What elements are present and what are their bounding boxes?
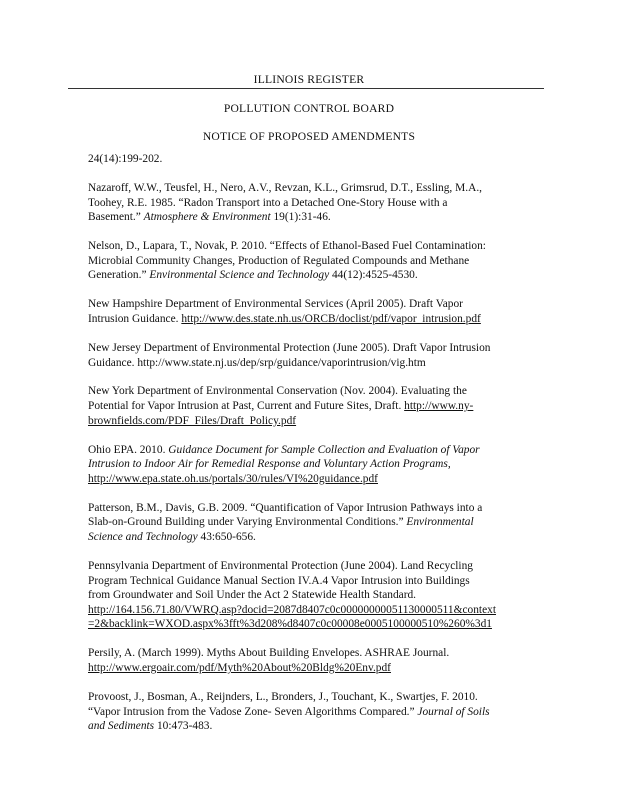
ref-journal: Environmental Science and Technology bbox=[88, 516, 474, 544]
ref-citation: 10:473-483. bbox=[154, 720, 213, 733]
ref-text: 24(14):199-202. bbox=[88, 153, 163, 165]
reference-entry bbox=[88, 341, 538, 370]
ref-link[interactable]: http://164.156.71.80/VWRQ.asp?docid=2087d8407c0c00000000051130000511&context =2&backlink=WXOD.aspx%3fft%3d208%d8407c0c00008e0005100000510%260%3d1 bbox=[88, 603, 497, 631]
ref-title: Guidance Document for Sample Collection and Evaluation of Vapor Intrusion to Indoor Air for Remedial Response and Voluntary Action Programs, bbox=[88, 443, 480, 471]
reference-entry bbox=[88, 501, 538, 545]
ref-text: Provoost, J., Bosman, A., Reijnders, L., Bronders, J., Touchant, K., Swartjes, F. 2010. “Vapor Intrusion from the Vadose Zone- Seven Algorithms Compared.” bbox=[88, 690, 478, 718]
ref-text: New York Department of Environmental Conservation (Nov. 2004). Evaluating the Potential for Vapor Intrusion at Past, Current and Future Sites, Draft. bbox=[88, 385, 467, 413]
ref-journal: Environmental Science and Technology bbox=[149, 269, 330, 282]
reference-entry bbox=[88, 443, 538, 487]
reference-entry bbox=[88, 181, 538, 225]
ref-journal: Journal of Soils and Sediments bbox=[88, 705, 490, 733]
reference-entry bbox=[88, 384, 538, 428]
agency-title: POLLUTION CONTROL BOARD bbox=[223, 102, 395, 115]
ref-link[interactable]: http://www.epa.state.oh.us/portals/30/rules/VI%20guidance.pdf bbox=[88, 472, 378, 485]
ref-link[interactable]: http://www.ergoair.com/pdf/Myth%20About%20Bldg%20Env.pdf bbox=[88, 661, 391, 674]
ref-journal: Atmosphere & Environment bbox=[143, 211, 271, 224]
reference-entry bbox=[88, 690, 538, 734]
reference-entry bbox=[88, 297, 538, 326]
ref-text: Nelson, D., Lapara, T., Novak, P. 2010. “Effects of Ethanol-Based Fuel Contamination: Microbial Community Changes, Production of Regulated Compounds and Methane Generation.” bbox=[88, 240, 486, 282]
register-title: ILLINOIS REGISTER bbox=[253, 73, 365, 86]
ref-text: New Hampshire Department of Environmental Services (April 2005). Draft Vapor Intrusion Guidance. bbox=[88, 298, 463, 325]
reference-entry bbox=[88, 646, 538, 675]
ref-text: Persily, A. (March 1999). Myths About Building Envelopes. ASHRAE Journal. bbox=[88, 647, 450, 660]
ref-text: Patterson, B.M., Davis, G.B. 2009. “Quantification of Vapor Intrusion Pathways into a Slab-on-Ground Building under Varying Environmental Conditions.” bbox=[88, 501, 483, 529]
reference-entry bbox=[88, 239, 538, 283]
ref-text: Pennsylvania Department of Environmental Protection (June 2004). Land Recycling Program Technical Guidance Manual Section IV.A.4 Vapor Intrusion into Buildings from Groundwater and Soil Under the Act 2 Statewide Health Standard. bbox=[88, 560, 473, 602]
ref-text: Ohio EPA. 2010. bbox=[88, 443, 169, 456]
references-body bbox=[88, 152, 538, 748]
ref-link[interactable]: http://www.ny- brownfields.com/PDF_Files/Draft_Policy.pdf bbox=[88, 400, 474, 427]
notice-title: NOTICE OF PROPOSED AMENDMENTS bbox=[202, 130, 416, 143]
ref-text: New Jersey Department of Environmental Protection (June 2005). Draft Vapor Intrusion Guidance. http://www.state.nj.us/dep/srp/guidance/vaporintrusion/vig.htm bbox=[88, 341, 491, 369]
ref-citation: 19(1):31-46. bbox=[270, 211, 331, 224]
header-rule bbox=[68, 88, 544, 89]
reference-entry bbox=[88, 559, 538, 632]
ref-link[interactable]: http://www.des.state.nh.us/ORCB/doclist/pdf/vapor_intrusion.pdf bbox=[181, 312, 481, 325]
ref-text: Nazaroff, W.W., Teusfel, H., Nero, A.V., Revzan, K.L., Grimsrud, D.T., Essling, M.A., Toohey, R.E. 1985. “Radon Transport into a Detached One-Story House with a Basement.” bbox=[88, 181, 483, 224]
ref-citation: 43:650-656. bbox=[197, 531, 256, 544]
reference-entry bbox=[88, 152, 538, 167]
ref-citation: 44(12):4525-4530. bbox=[329, 269, 418, 282]
